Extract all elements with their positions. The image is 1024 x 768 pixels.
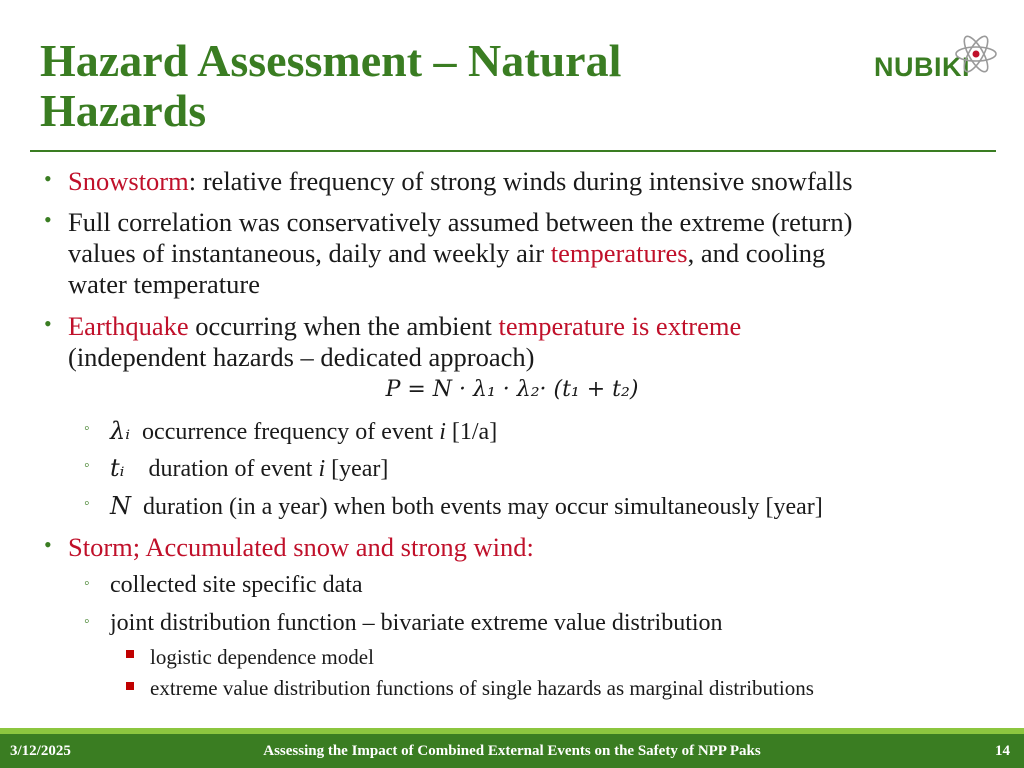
bullet-snowstorm	[68, 166, 853, 197]
sub-bullet-marker: ◦	[84, 420, 90, 437]
square-bullet-marker	[126, 650, 134, 658]
sub-bullet-marker: ◦	[84, 575, 90, 592]
symbol-lambda: λᵢ	[110, 417, 131, 445]
def-var: i	[439, 419, 446, 445]
text-span: values of instantaneous, daily and weekly air	[68, 238, 551, 268]
bullet-marker: •	[44, 166, 52, 191]
slide-title: Hazard Assessment – Natural Hazards	[40, 35, 622, 136]
bullet-line	[68, 238, 852, 269]
bullet-line: (independent hazards – dedicated approach)	[68, 342, 535, 372]
footer-title: Assessing the Impact of Combined External Events on the Safety of NPP Paks	[263, 743, 761, 759]
slide-footer	[0, 734, 1024, 768]
sub-joint-distribution: joint distribution function – bivariate extreme value distribution	[110, 610, 723, 636]
def-text: duration (in a year) when both events may occur simultaneously [year]	[143, 494, 823, 520]
def-var: i	[318, 456, 326, 482]
bullet-marker: •	[44, 207, 52, 232]
subsub-logistic: logistic dependence model	[150, 645, 374, 669]
subsub-marginal: extreme value distribution functions of single hazards as marginal distributions	[150, 676, 814, 700]
title-divider	[30, 150, 996, 152]
sub-bullet-marker: ◦	[84, 613, 90, 630]
def-lambda	[110, 417, 497, 446]
logo-text: NUBIKI	[874, 52, 970, 82]
def-n	[110, 492, 823, 521]
page-number: 14	[995, 743, 1010, 759]
sub-bullet-marker: ◦	[84, 457, 90, 474]
square-bullet-marker	[126, 682, 134, 690]
bullet-line	[68, 311, 741, 342]
bullet-text: : relative frequency of strong winds during intensive snowfalls	[188, 166, 853, 196]
def-t	[110, 454, 388, 483]
symbol-t: tᵢ	[110, 454, 125, 482]
bullet-correlation	[68, 207, 852, 300]
term-snowstorm: Snowstorm	[68, 166, 189, 196]
bullet-earthquake	[68, 311, 741, 373]
term-temperature-extreme: temperature is extreme	[498, 311, 742, 341]
term-temperatures: temperatures	[550, 238, 688, 268]
sub-site-data: collected site specific data	[110, 572, 363, 598]
term-earthquake: Earthquake	[68, 311, 189, 341]
bullet-marker: •	[44, 532, 52, 557]
sub-bullet-marker: ◦	[84, 495, 90, 512]
def-text: duration of event	[148, 456, 319, 482]
bullet-storm: Storm; Accumulated snow and strong wind:	[68, 532, 534, 562]
text-span: occurring when the ambient	[188, 311, 499, 341]
atom-icon	[952, 30, 1000, 80]
footer-date: 3/12/2025	[10, 743, 71, 759]
nubiki-logo	[874, 30, 1002, 88]
bullet-line: water temperature	[68, 269, 261, 299]
symbol-n: N	[110, 492, 131, 520]
def-unit: [year]	[325, 456, 389, 482]
probability-formula: P = N · λ₁ · λ₂· (t₁ + t₂)	[385, 377, 639, 402]
def-text: occurrence frequency of event	[142, 419, 440, 445]
bullet-line: Full correlation was conservatively assumed between the extreme (return)	[68, 207, 853, 237]
text-span: , and cooling	[687, 238, 826, 268]
bullet-marker: •	[44, 311, 52, 336]
def-unit: [1/a]	[445, 419, 498, 445]
